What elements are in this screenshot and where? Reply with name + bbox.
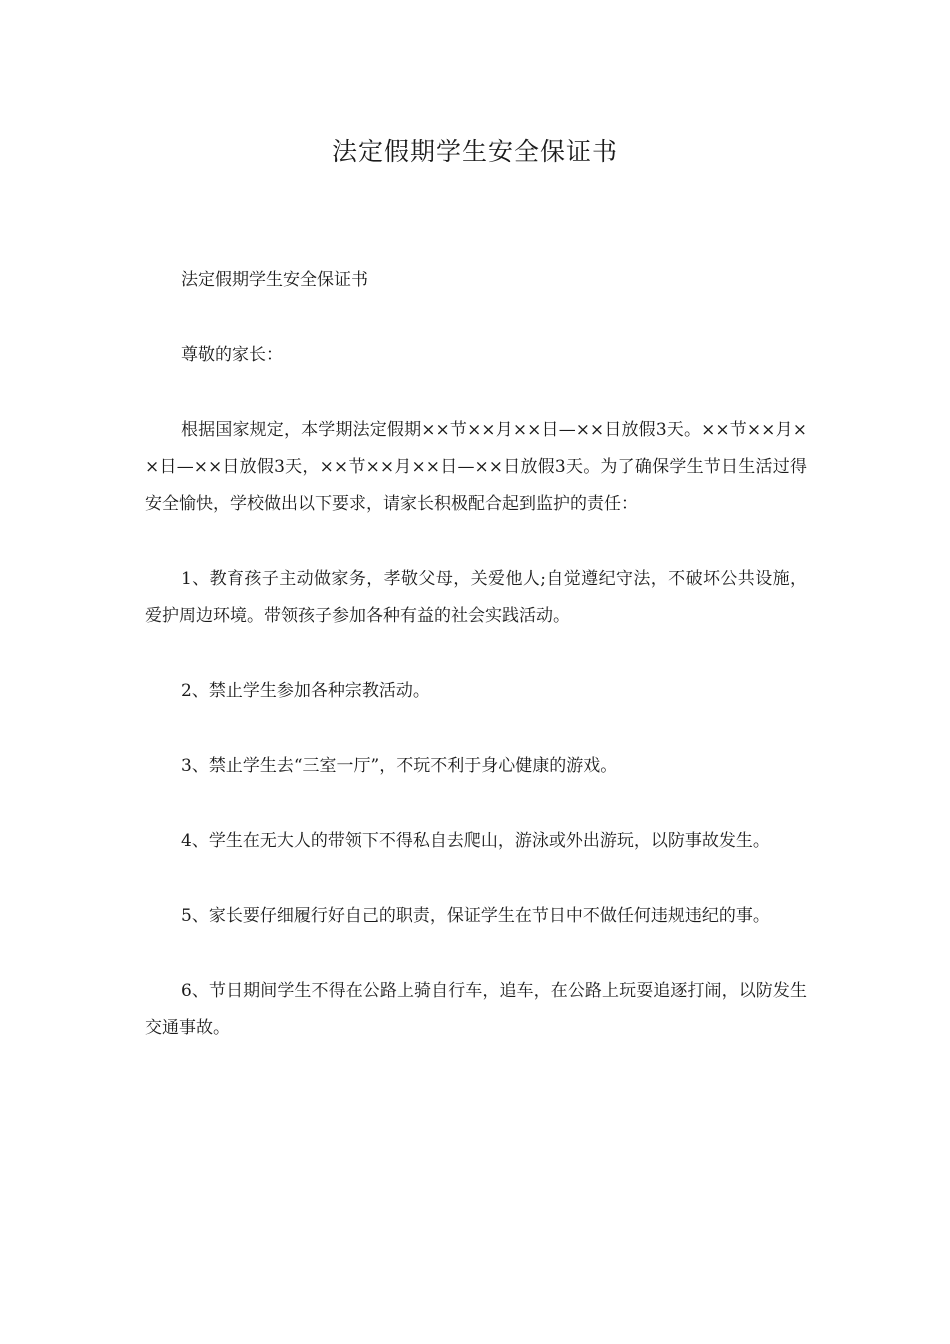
paragraph-item-1: 1、教育孩子主动做家务，孝敬父母，关爱他人;自觉遵纪守法，不破坏公共设施，爱护周边环境。带领孩子参加各种有益的社会实践活动。 bbox=[145, 569, 807, 626]
document-body bbox=[145, 262, 807, 1085]
paragraph-item-5: 5、家长要仔细履行好自己的职责，保证学生在节日中不做任何违规违纪的事。 bbox=[181, 906, 770, 926]
paragraph-item-3: 3、禁止学生去“三室一厅”，不玩不利于身心健康的游戏。 bbox=[181, 756, 618, 776]
paragraph-item-2: 2、禁止学生参加各种宗教活动。 bbox=[181, 681, 430, 701]
paragraph-salutation: 尊敬的家长： bbox=[181, 345, 283, 365]
document-title: 法定假期学生安全保证书 bbox=[331, 137, 618, 166]
paragraph-item-6: 6、节日期间学生不得在公路上骑自行车，追车，在公路上玩耍追逐打闹，以防发生交通事故。 bbox=[145, 981, 807, 1038]
paragraph-heading: 法定假期学生安全保证书 bbox=[181, 270, 368, 290]
paragraph-item-4: 4、学生在无大人的带领下不得私自去爬山，游泳或外出游玩，以防事故发生。 bbox=[181, 831, 770, 851]
paragraph-intro: 根据国家规定，本学期法定假期××节××月××日—××日放假3天。××节××月××日—××日放假3天，××节××月××日—××日放假3天。为了确保学生节日生活过得安全愉快，学校做出以下要求，请家长积极配合起到监护的责任： bbox=[145, 420, 807, 514]
